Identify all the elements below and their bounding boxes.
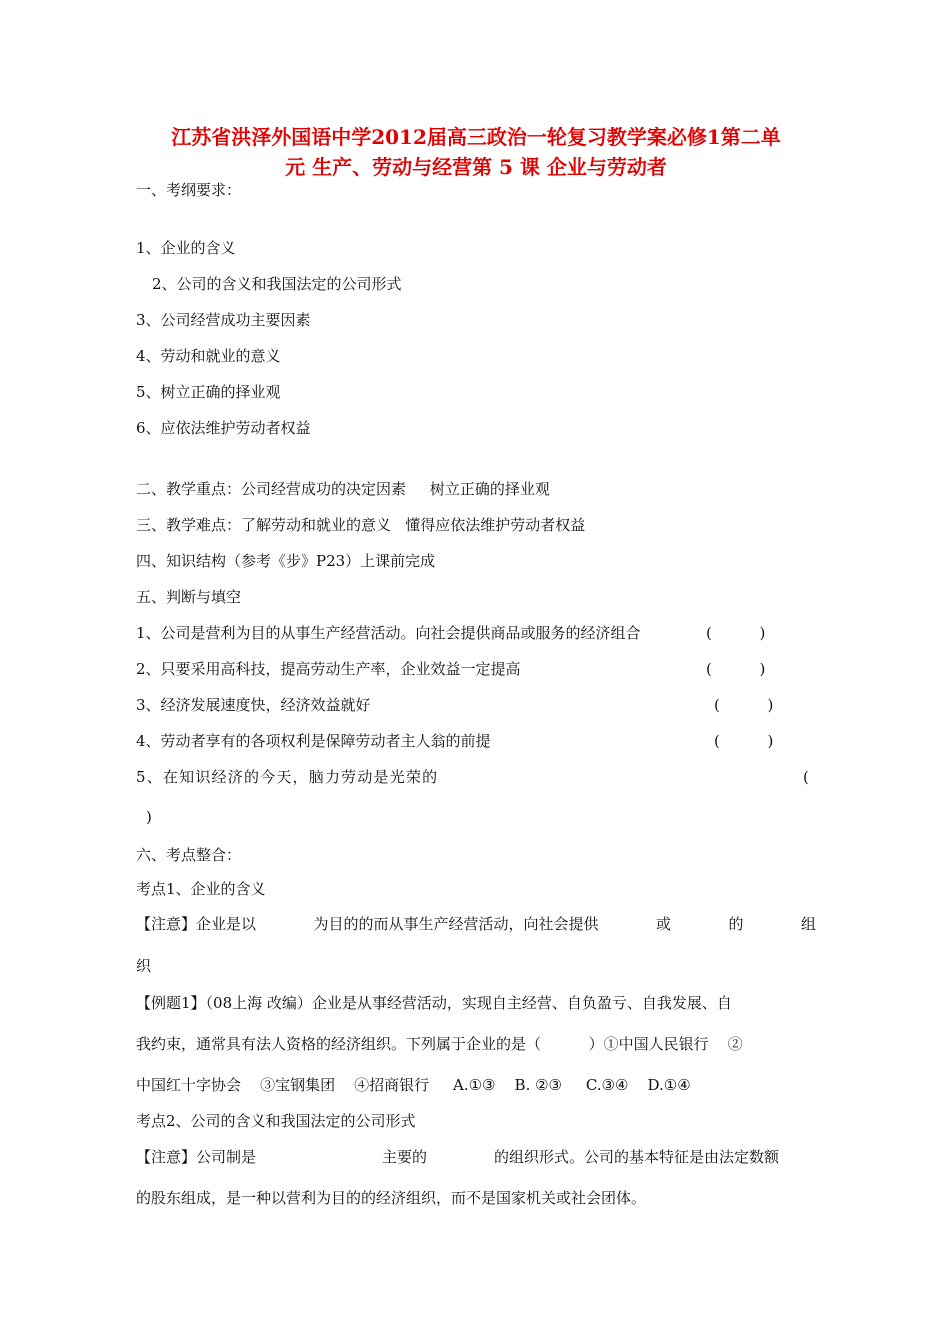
outline-item-2: 2、公司的含义和我国法定的公司形式 [152,275,402,293]
note-part: 组 [800,915,816,933]
note-part: 为目的的而从事生产经营活动，向社会提供 [313,915,599,933]
answer-blank-5-close: ) [146,808,152,826]
judgment-item-3: 3、经济发展速度快，经济效益就好 [136,696,371,714]
title-line-2: 元 生产、劳动与经营第 5 课 企业与劳动者 [285,155,667,179]
point-1-note [136,914,816,934]
judgment-item-4: 4、劳动者享有的各项权利是保障劳动者主人翁的前提 [136,732,491,750]
section-2-key-points: 二、教学重点：公司经营成功的决定因素 树立正确的择业观 [136,480,550,498]
example-1-line-3: 中国红十字协会 ③宝钢集团 ④招商银行 A.①③ B. ②③ C.③④ D.①④ [136,1076,691,1094]
outline-item-5: 5、树立正确的择业观 [136,383,281,401]
section-5-heading: 五、判断与填空 [136,588,242,606]
point-2-note-part-1: 【注意】公司制是 [136,1148,257,1166]
section-3-difficult-points: 三、教学难点：了解劳动和就业的意义 懂得应依法维护劳动者权益 [136,516,586,534]
example-1-line-2: 我约束，通常具有法人资格的经济组织。下列属于企业的是（ ）①中国人民银行 ② [136,1035,743,1053]
point-2-note-line-2: 的股东组成，是一种以营利为目的的经济组织，而不是国家机关或社会团体。 [136,1189,647,1207]
section-1-heading: 一、考纲要求： [136,181,242,199]
title-line-1: 江苏省洪泽外国语中学2012届高三政治一轮复习教学案必修1第二单 [171,125,781,149]
answer-blank-4[interactable]: ( ) [714,732,774,750]
document-title [136,122,816,182]
answer-blank-2[interactable]: ( ) [706,660,766,678]
point-2-note-part-2: 主要的 [382,1148,428,1166]
point-2-heading: 考点2、公司的含义和我国法定的公司形式 [136,1112,416,1130]
answer-blank-1[interactable]: ( ) [706,624,766,642]
note-part: 或 [655,915,671,933]
section-4-knowledge-structure: 四、知识结构（参考《步》P23）上课前完成 [136,552,436,570]
point-2-note-part-3: 的组织形式。公司的基本特征是由法定数额 [494,1148,780,1166]
outline-item-4: 4、劳动和就业的意义 [136,347,281,365]
section-6-heading: 六、考点整合： [136,846,242,864]
point-1-heading: 考点1、企业的含义 [136,880,266,898]
judgment-item-5: 5、在知识经济的今天，脑力劳动是光荣的 [136,768,439,786]
outline-item-6: 6、应依法维护劳动者权益 [136,419,311,437]
answer-blank-3[interactable]: ( ) [714,696,774,714]
judgment-item-2: 2、只要采用高科技，提高劳动生产率，企业效益一定提高 [136,660,521,678]
note-part: 的 [728,915,744,933]
answer-blank-5-open[interactable]: ( [803,768,809,786]
outline-item-1: 1、企业的含义 [136,239,236,257]
note-part: 【注意】企业是以 [136,915,257,933]
point-1-note-wrap: 织 [136,957,152,975]
example-1-line-1: 【例题1】（08上海 改编）企业是从事经营活动，实现自主经营、自负盈亏、自我发展、自 [136,994,732,1012]
judgment-item-1: 1、公司是营利为目的从事生产经营活动。向社会提供商品或服务的经济组合 [136,624,641,642]
outline-item-3: 3、公司经营成功主要因素 [136,311,311,329]
